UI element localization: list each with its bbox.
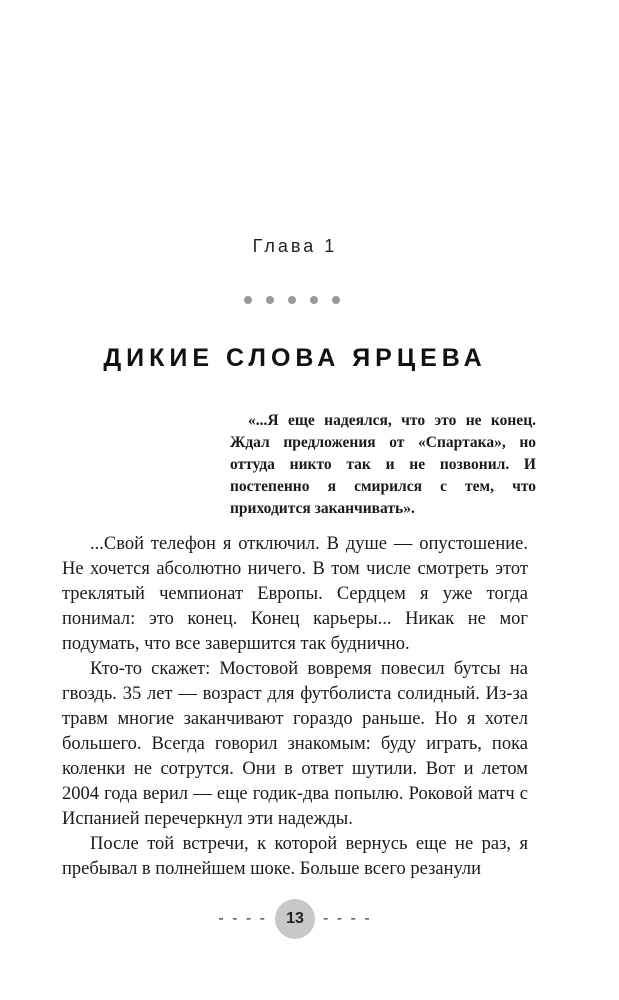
footer-dashes-left: - - - - <box>218 910 267 927</box>
body-text <box>62 532 528 882</box>
page-number: 13 <box>275 899 315 939</box>
paragraph: Кто-то скажет: Мостовой вовремя повесил бутсы на гвоздь. 35 лет — возраст для футболиста солидный. Из-за травм многие заканчивают гораздо раньше. Но я хотел большего. Всегда говорил знакомым: буду играть, пока коленки не сотрутся. Они в ответ шутили. Вот и летом 2004 года верил — еще годик-два попылю. Роковой матч с Испанией перечеркнул эти надежды. <box>62 659 528 829</box>
divider-dot <box>266 296 274 304</box>
divider-dot <box>244 296 252 304</box>
paragraph: После той встречи, к которой вернусь еще не раз, я пребывал в полнейшем шоке. Больше всего резанули <box>62 834 528 879</box>
chapter-title: ДИКИЕ СЛОВА ЯРЦЕВА <box>103 344 487 372</box>
divider-dot <box>288 296 296 304</box>
chapter-divider-dots <box>244 296 340 304</box>
paragraph: ...Свой телефон я отключил. В душе — опустошение. Не хочется абсолютно ничего. В том числе смотреть этот треклятый чемпионат Европы. Сердцем я уже тогда понимал: это конец. Конец карьеры... Никак не мог подумать, что все завершится так буднично. <box>62 534 528 654</box>
epigraph-quote: «...Я еще надеялся, что это не конец. Ждал предложения от «Спартака», но оттуда никто так и не позвонил. И постепенно я смирился с тем, что приходится заканчивать». <box>230 412 536 517</box>
divider-dot <box>310 296 318 304</box>
footer-dashes-right: - - - - <box>323 910 372 927</box>
divider-dot <box>332 296 340 304</box>
chapter-label: Глава 1 <box>252 236 338 256</box>
page-footer <box>0 899 590 939</box>
